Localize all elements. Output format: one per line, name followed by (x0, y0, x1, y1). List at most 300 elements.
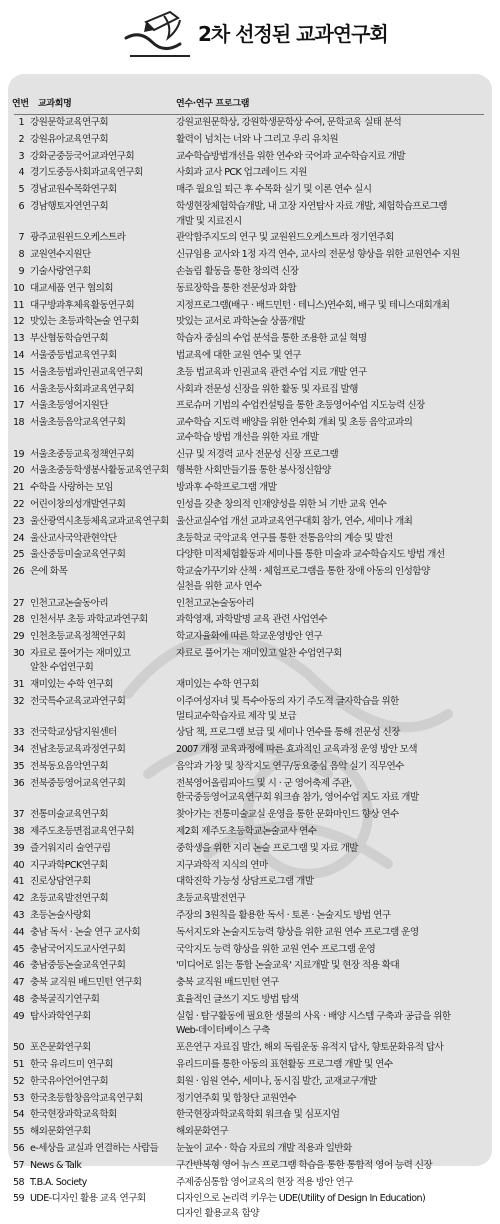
program-line: 교수학습방법개선을 위한 연수와 국어과 교수학습지료 개발 (176, 150, 405, 162)
society-name (30, 993, 170, 1008)
program-line: 학교숲가꾸기와 산책 · 체험프로그램을 통한 장애 아동의 인성함양 (176, 566, 430, 578)
society-name-line: 대교세품 연구 협의회 (30, 282, 113, 294)
program-description (176, 613, 484, 628)
row-number: 44 (12, 926, 24, 938)
row-number: 54 (12, 1109, 24, 1121)
program-description (176, 464, 484, 479)
program-description (176, 959, 484, 974)
program-line: 법교육에 대한 교원 연수 및 연구 (176, 349, 301, 361)
program-line: 찾아가는 전통미술교실 운영을 통한 문화마인드 향상 연수 (176, 809, 399, 821)
program-line: 구간반복형 영어 뉴스 프로그램 학습을 통한 통합적 영어 능력 신장 (176, 1159, 433, 1171)
row-number: 58 (12, 1176, 24, 1188)
row-number: 49 (12, 1010, 24, 1022)
program-description (176, 532, 484, 547)
society-name-line: 울산중등미술교육연구회 (30, 549, 126, 561)
society-name (30, 726, 170, 741)
society-name (30, 248, 170, 263)
program-description (176, 166, 484, 181)
table-row (8, 926, 492, 943)
program-description (176, 1010, 484, 1039)
program-description (176, 976, 484, 991)
program-description (176, 416, 484, 445)
table-row (8, 1142, 492, 1159)
society-name-line: 서울초중등교육정책연구회 (30, 448, 135, 460)
program-description (176, 647, 484, 662)
program-description (176, 630, 484, 645)
society-name (30, 332, 170, 347)
program-description (176, 200, 484, 229)
society-name (30, 825, 170, 840)
program-description (176, 695, 484, 724)
table-row (8, 1092, 492, 1109)
row-number: 36 (12, 777, 24, 789)
society-name (30, 678, 170, 693)
row-number: 28 (12, 614, 24, 626)
row-number: 46 (12, 960, 24, 972)
table-row (8, 248, 492, 265)
program-description (176, 926, 484, 941)
society-name-line: 알찬 수업연구회 (30, 662, 94, 674)
program-description (176, 448, 484, 463)
society-name (30, 695, 170, 710)
society-name-line: 경기도중등사회과교육연구회 (30, 167, 143, 179)
program-line: 프로슈머 기법의 수업컨설팅을 통한 초등영어수업 지도능력 신장 (176, 400, 425, 412)
table-row (8, 265, 492, 282)
society-name (30, 282, 170, 297)
row-number: 5 (18, 184, 24, 196)
row-number: 55 (12, 1126, 24, 1138)
society-name-line: 전북중등영어교육연구회 (30, 777, 126, 789)
society-name (30, 1058, 170, 1073)
program-description (176, 777, 484, 806)
society-name (30, 1192, 170, 1207)
program-description (176, 183, 484, 198)
table-row (8, 1041, 492, 1058)
society-name-line: News & Talk (30, 1159, 82, 1171)
society-name-line: 인천초등교육정책연구회 (30, 631, 126, 643)
society-name (30, 613, 170, 628)
program-description (176, 116, 484, 131)
program-line: 초등교육발전연구 (176, 893, 246, 905)
table-row (8, 366, 492, 383)
society-name-line: 인천고교논술동아리 (30, 597, 109, 609)
program-line: 디자인으로 논리력 키우는 UDE(Utility of Design In Education) (176, 1193, 426, 1205)
society-name (30, 808, 170, 823)
header (0, 0, 500, 72)
table-row (8, 299, 492, 316)
program-line: 자료로 풀어가는 재미있고 알찬 수업연구회 (176, 647, 342, 659)
program-description (176, 597, 484, 612)
society-name (30, 532, 170, 547)
table-row (8, 1159, 492, 1176)
program-description (176, 1142, 484, 1157)
program-line: 한국현장과학교육학회 워크숍 및 심포지엄 (176, 1109, 340, 1121)
society-name (30, 777, 170, 792)
row-number: 19 (12, 448, 24, 460)
program-description (176, 1108, 484, 1123)
row-number: 7 (18, 232, 24, 244)
society-name-line: 강원유아교육연구회 (30, 133, 109, 145)
row-number: 25 (12, 549, 24, 561)
program-line: 유리드미를 통한 아동의 표현활동 프로그램 개발 및 연수 (176, 1059, 393, 1070)
table-row (8, 597, 492, 614)
society-name (30, 150, 170, 165)
society-name-line: 수학을 사랑하는 모임 (30, 482, 113, 494)
society-name (30, 743, 170, 758)
row-number: 10 (12, 282, 24, 294)
program-line: 맛있는 교서로 과학논술 상품개발 (176, 316, 305, 328)
row-number: 4 (18, 167, 24, 179)
program-line: 강원교원문학상, 강원학생문학상 수여, 문학교육 실태 분석 (176, 117, 402, 128)
table-row (8, 498, 492, 515)
society-name (30, 548, 170, 563)
program-line: 충북 교직원 배드민턴 연구 (176, 977, 279, 989)
program-description (176, 1041, 484, 1056)
table-row (8, 825, 492, 842)
table-body (8, 116, 492, 1224)
program-description (176, 383, 484, 398)
society-name (30, 383, 170, 398)
row-number: 50 (12, 1042, 24, 1054)
row-number: 1 (18, 117, 24, 128)
program-description (176, 1075, 484, 1090)
program-line: 관악합주지도의 연구 및 교원윈드오케스트라 정기연주회 (176, 232, 394, 244)
program-line: 울산교실수업 개선 교과교육연구대회 참가, 연수, 세미나 개최 (176, 515, 413, 527)
table-row (8, 1010, 492, 1041)
program-line: 활력이 넘치는 너와 나 그리고 우리 유치원 (176, 133, 339, 145)
table-row (8, 1058, 492, 1075)
program-line: 신규 및 저경력 교사 전문성 신장 프로그램 (176, 448, 339, 460)
row-number: 30 (12, 647, 24, 659)
table-row (8, 1125, 492, 1142)
program-line: 한국중등영어교육연구회 워크숍 참가, 영어수업 지도 자료 개발 (176, 792, 419, 804)
table-row (8, 1192, 492, 1223)
program-line: 행복한 사회만들기를 통한 봉사정신함양 (176, 465, 331, 477)
society-name-line: 맛있는 초등과학논술 연구회 (30, 316, 139, 328)
program-line: Web-데이터베이스 구축 (176, 1025, 270, 1037)
table-row (8, 760, 492, 777)
program-line: 상담 책, 프로그램 보급 및 세미나 연수를 통해 전문성 신장 (176, 727, 400, 739)
table-row (8, 875, 492, 892)
society-name-line: 전국학교상담지원센터 (30, 727, 117, 739)
program-line: 사회과 교사 PCK 업그레이드 지원 (176, 167, 307, 179)
program-line: 지구과학적 지식의 연마 (176, 859, 268, 871)
society-name-line: e-세상을 교실과 연결하는 사람들 (30, 1142, 159, 1154)
program-description (176, 743, 484, 758)
table-row (8, 743, 492, 760)
table-row (8, 1176, 492, 1193)
row-number: 43 (12, 910, 24, 922)
program-description (176, 1176, 484, 1191)
society-name-line: 충북 교직원 배드민턴 연구회 (30, 977, 142, 989)
society-name (30, 1125, 170, 1140)
society-name (30, 1142, 170, 1157)
table-row (8, 133, 492, 150)
row-number: 27 (12, 597, 24, 609)
table-header (8, 94, 492, 112)
society-name (30, 859, 170, 874)
program-description (176, 248, 484, 263)
society-name (30, 597, 170, 612)
society-name-line: 어린이창의성개발연구회 (30, 498, 126, 510)
table-row (8, 150, 492, 167)
program-description (176, 825, 484, 840)
program-line: 초등 법교육과 인권교육 관련 수업 지료 개발 연구 (176, 366, 367, 378)
society-name-line: 울산광역시초등체육교과교육연구회 (30, 515, 169, 527)
row-number: 53 (12, 1092, 24, 1104)
society-name-line: 전북동요음악연구회 (30, 761, 109, 773)
society-name (30, 943, 170, 958)
society-name-line: 재미있는 수학 연구회 (30, 679, 113, 691)
program-line: 학교자율화에 따른 학교운영방안 연구 (176, 631, 323, 643)
header-name: 교과회명 (38, 99, 72, 109)
society-name (30, 1075, 170, 1090)
row-number: 48 (12, 994, 24, 1006)
program-description (176, 265, 484, 280)
society-name-line: T.B.A. Society (30, 1176, 87, 1188)
program-line: 실험 · 탐구활동에 필요한 생물의 사육 · 배양 시스템 구축과 공급을 위한 (176, 1010, 451, 1022)
society-name-line: 충남중등논술교육연구회 (30, 960, 126, 972)
program-line: 음악과 가창 및 창작지도 연구/동요중심 음악 실기 직무연수 (176, 761, 404, 773)
society-name (30, 315, 170, 330)
row-number: 42 (12, 893, 24, 905)
table-row (8, 859, 492, 876)
row-number: 45 (12, 943, 24, 955)
row-number: 41 (12, 876, 24, 888)
row-number: 33 (12, 727, 24, 739)
society-name-line: 서울초등사회과교육연구회 (30, 383, 135, 395)
society-name-line: 은에 화목 (30, 566, 68, 578)
row-number: 52 (12, 1075, 24, 1087)
program-line: 사회과 전문성 신장을 위한 활동 및 자료집 발행 (176, 383, 358, 395)
table-row (8, 481, 492, 498)
row-number: 29 (12, 631, 24, 643)
table-row (8, 383, 492, 400)
table-row (8, 315, 492, 332)
row-number: 31 (12, 679, 24, 691)
table-row (8, 231, 492, 248)
row-number: 14 (12, 349, 24, 361)
table-row (8, 565, 492, 596)
program-description (176, 399, 484, 414)
society-name (30, 133, 170, 148)
program-description (176, 282, 484, 297)
program-line: 제2회 제주도초등학교논술교사 연수 (176, 826, 317, 838)
society-name (30, 959, 170, 974)
program-line: 교수학습 지도력 배양을 위한 연수회 개최 및 초등 음악교과의 (176, 417, 413, 429)
row-number: 13 (12, 333, 24, 345)
program-description (176, 760, 484, 775)
society-name-line: 충북굴직기연구회 (30, 994, 100, 1006)
program-line: 과학영재, 과학발명 교육 관련 사업연수 (176, 614, 327, 626)
table-row (8, 842, 492, 859)
row-number: 23 (12, 515, 24, 527)
table-row (8, 993, 492, 1010)
society-name-line: 광주교원윈드오케스트라 (30, 232, 126, 244)
program-description (176, 1192, 484, 1221)
society-name-line: 지구과학PCK연구회 (30, 859, 108, 871)
society-name (30, 1176, 170, 1191)
society-name (30, 481, 170, 496)
society-name (30, 1010, 170, 1025)
program-description (176, 943, 484, 958)
society-name (30, 349, 170, 364)
program-line: 2007 개정 교육과정에 따른 효과적인 교육과정 운영 방안 모색 (176, 744, 417, 756)
table-row (8, 464, 492, 481)
program-line: 멀티교수학습자료 제작 및 보급 (176, 710, 297, 722)
society-name (30, 909, 170, 924)
program-description (176, 231, 484, 246)
row-number: 59 (12, 1193, 24, 1205)
table-row (8, 349, 492, 366)
society-name-line: 탐사과학연구회 (30, 1010, 91, 1022)
society-name-line: 강화군중등국어교과연구회 (30, 150, 135, 162)
society-name-line: 포은문화연구회 (30, 1042, 91, 1054)
program-line: 인성을 갖춘 창의적 인재양성을 위한 뇌 기반 교육 연수 (176, 498, 387, 510)
society-name-line: 해외문화연구회 (30, 1126, 91, 1138)
program-description (176, 909, 484, 924)
table-row (8, 959, 492, 976)
table-row (8, 695, 492, 726)
program-line: 다양한 미적체험활동과 세미나를 통한 미술과 교수학습지도 방법 개선 (176, 549, 445, 561)
program-line: 손놀림 활동을 통한 창의력 신장 (176, 265, 299, 277)
program-line: 눈높이 교수 · 학습 자료의 개발 적용과 일반화 (176, 1142, 352, 1154)
header-divider (14, 114, 484, 115)
society-name-line: 서울초등법과인권교육연구회 (30, 366, 143, 378)
program-description (176, 875, 484, 890)
row-number: 11 (12, 299, 24, 311)
row-number: 57 (12, 1159, 24, 1171)
program-line: 포은연구 자료집 발간, 해외 독립운동 유적지 답사, 향토문화유적 답사 (176, 1042, 444, 1054)
society-name-line: 서울중등법교육연구회 (30, 349, 117, 361)
table-row (8, 116, 492, 133)
table-panel (8, 74, 492, 1219)
society-name (30, 515, 170, 530)
program-line: 효율적인 글쓰기 지도 방법 탐색 (176, 994, 299, 1006)
program-description (176, 1159, 484, 1174)
society-name-line: 진로상담연구회 (30, 876, 91, 888)
society-name (30, 1108, 170, 1123)
table-row (8, 448, 492, 465)
table-row (8, 647, 492, 678)
program-line: 재미있는 수학 연구회 (176, 679, 259, 691)
society-name (30, 760, 170, 775)
society-name (30, 366, 170, 381)
program-description (176, 498, 484, 513)
society-name-line: 전남초등교육과정연구회 (30, 744, 126, 756)
society-name-line: 인천서부 초등 과학교과연구회 (30, 614, 148, 626)
society-name-line: 서울초등음악교육연구회 (30, 417, 126, 429)
society-name-line: 제주도초등면접교육연구회 (30, 826, 135, 838)
header-num: 연번 (12, 99, 29, 109)
row-number: 3 (18, 150, 24, 162)
society-name (30, 448, 170, 463)
program-description (176, 133, 484, 148)
society-name-line: 경남행토자연연구회 (30, 200, 109, 212)
header-program: 연수·연구 프로그램 (176, 99, 250, 109)
society-name-line: 초등논술사랑회 (30, 910, 91, 922)
table-row (8, 808, 492, 825)
society-name-line: 경남교원수목화연구회 (30, 184, 117, 196)
society-name (30, 1041, 170, 1056)
program-line: 초등학교 국악교육 연구를 통한 전통음악의 계승 및 발전 (176, 532, 393, 544)
society-name (30, 231, 170, 246)
table-row (8, 678, 492, 695)
table-row (8, 515, 492, 532)
table-row (8, 200, 492, 231)
society-name-line: 초등교육발전연구회 (30, 893, 109, 905)
society-name-line: 한국초등합창음악교육연구회 (30, 1092, 143, 1104)
program-description (176, 1058, 484, 1073)
society-name-line: 전국특수교육교과연구회 (30, 696, 126, 708)
society-name (30, 116, 170, 131)
program-description (176, 315, 484, 330)
table-row (8, 548, 492, 565)
page-title: 2차 선정된 교과연구회 (198, 22, 388, 46)
row-number: 38 (12, 826, 24, 838)
society-name-line: 울산교사국악관현악단 (30, 532, 117, 544)
society-name (30, 875, 170, 890)
society-name (30, 926, 170, 941)
table-row (8, 909, 492, 926)
society-name-line: 즐거워지리 술연구림 (30, 842, 111, 854)
program-line: 디자인 활용교육 함양 (176, 1207, 259, 1219)
society-name-line: 전통미술교육연구회 (30, 809, 109, 821)
society-name-line: UDE-디자인 활용 교육 연구회 (30, 1193, 146, 1205)
program-description (176, 892, 484, 907)
program-line: 회원 · 임원 연수, 세미나, 동시집 발간, 교재교구개발 (176, 1075, 377, 1087)
program-line: '미디어로 읽는 통합 논술교육' 지료개발 및 현장 적용 확대 (176, 960, 400, 972)
table-row (8, 943, 492, 960)
society-name (30, 183, 170, 198)
society-name-line: 충남 독서 · 논술 연구 교사회 (30, 926, 141, 938)
row-number: 40 (12, 859, 24, 871)
program-line: 학습자 중심의 수업 분석을 통한 조용한 교실 혁명 (176, 333, 367, 345)
program-description (176, 332, 484, 347)
row-number: 15 (12, 366, 24, 378)
table-row (8, 416, 492, 447)
table-row (8, 399, 492, 416)
table-row (8, 613, 492, 630)
table-row (8, 726, 492, 743)
program-description (176, 548, 484, 563)
program-line: 독서지도와 논술지도능력 향상을 위한 교원 연수 프로그램 운영 (176, 926, 419, 938)
program-line: 해외문화연구 (176, 1126, 229, 1138)
program-line: 방과후 수학프로그램 개발 (176, 482, 277, 494)
table-row (8, 282, 492, 299)
pen-writing-icon (120, 8, 196, 66)
society-name-line: 한국 유리드미 연구회 (30, 1059, 113, 1070)
society-name-line: 한국유아언어연구회 (30, 1075, 109, 1087)
program-line: 교수학습 방법 개선을 위한 자료 개발 (176, 431, 319, 443)
row-number: 16 (12, 383, 24, 395)
society-name-line: 한국현장과학교육학회 (30, 1109, 117, 1121)
society-name-line: 부산협동학습연구회 (30, 333, 109, 345)
society-name (30, 299, 170, 314)
program-description (176, 565, 484, 594)
program-description (176, 481, 484, 496)
society-name-line: 교원연수지원단 (30, 249, 91, 261)
society-name-line: 서울초등영어지원단 (30, 400, 109, 412)
program-line: 매주 월요일 퇴근 후 수목화 실기 및 이론 연수 실시 (176, 184, 372, 196)
program-line: 신규임용 교사와 1정 자격 연수, 교사의 전문성 향상을 위한 교원연수 지원 (176, 249, 460, 261)
table-row (8, 777, 492, 808)
program-description (176, 515, 484, 530)
society-name (30, 464, 170, 479)
table-row (8, 532, 492, 549)
table-row (8, 630, 492, 647)
program-line: 전북영어올림피아드 및 시 · 군 영어축제 주관, (176, 777, 352, 789)
